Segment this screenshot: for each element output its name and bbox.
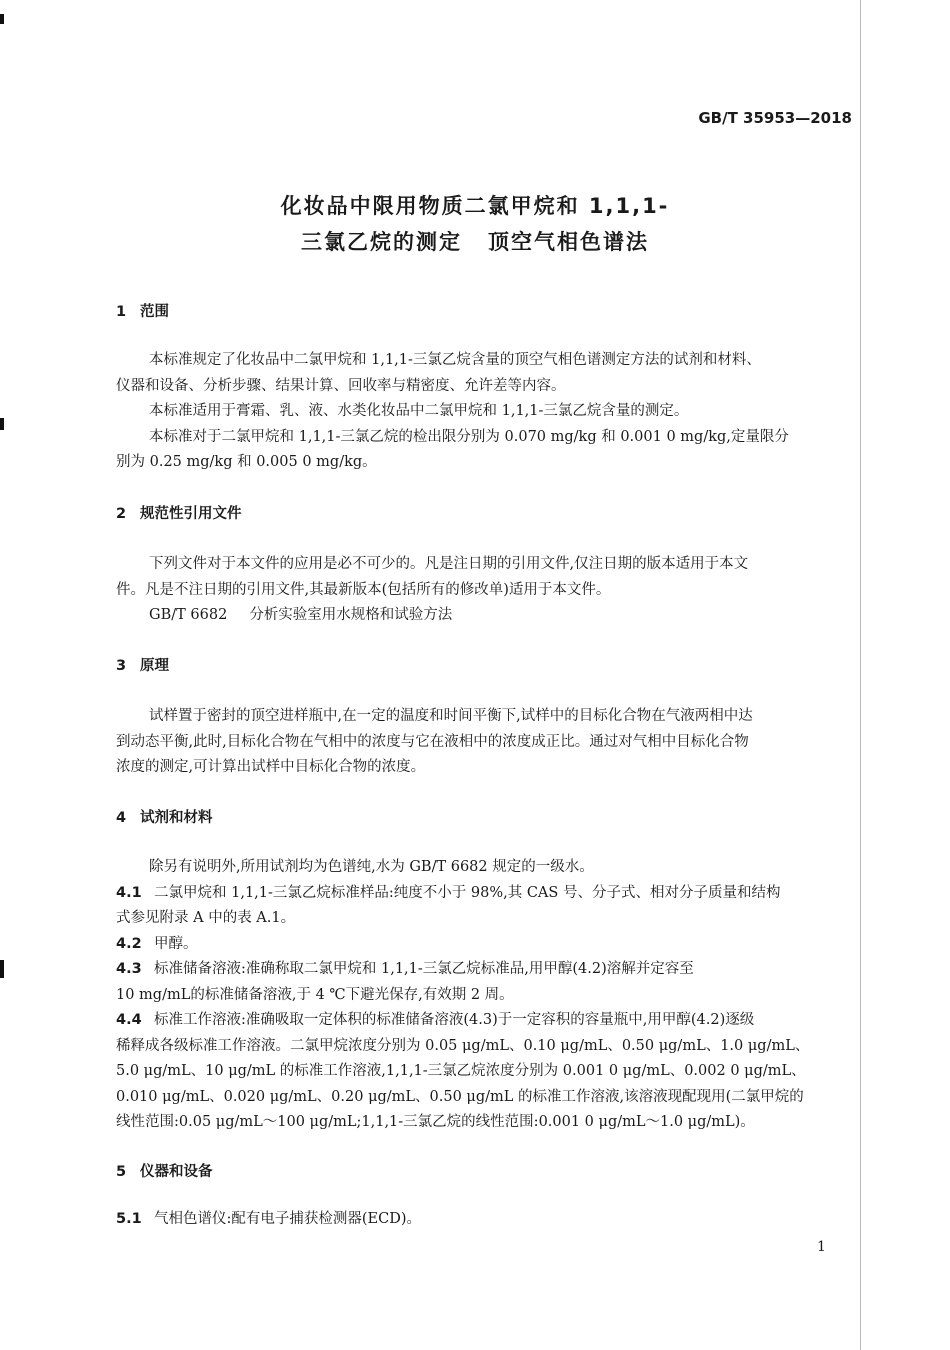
text-line: 仪器和设备、分析步骤、结果计算、回收率与精密度、允许差等内容。 <box>116 377 566 394</box>
reference-code: GB/T 6682 <box>149 607 228 623</box>
text-line: 标准储备溶液:准确称取二氯甲烷和 1,1,1-三氯乙烷标准品,用甲醇(4.2)溶解并定容至 <box>154 961 694 977</box>
section-number: 5 <box>116 1164 127 1180</box>
paragraph <box>116 348 849 476</box>
title-method: 顶空气相色谱法 <box>488 230 649 254</box>
normative-reference <box>116 603 849 629</box>
paragraph <box>116 552 849 629</box>
text-line: 5.0 μg/mL、10 μg/mL 的标准工作溶液,1,1,1-三氯乙烷浓度分别为 0.001 0 μg/mL、0.002 0 μg/mL、 <box>116 1063 806 1079</box>
page-number: 1 <box>817 1239 826 1255</box>
text-line: 别为 0.25 mg/kg 和 0.005 0 mg/kg。 <box>116 454 377 470</box>
clause-5-1 <box>116 1207 849 1233</box>
text-line: 件。凡是不注日期的引用文件,其最新版本(包括所有的修改单)适用于本文件。 <box>116 581 611 598</box>
section-number: 3 <box>116 658 127 674</box>
clause-number: 4.1 <box>116 884 142 901</box>
paragraph <box>116 855 849 1136</box>
section-title: 原理 <box>140 658 169 674</box>
document-title-line-1: 化妆品中限用物质二氯甲烷和 1,1,1- <box>280 194 670 218</box>
section-heading <box>116 300 169 321</box>
text-line: 本标准对于二氯甲烷和 1,1,1-三氯乙烷的检出限分别为 0.070 mg/kg 和 0.001 0 mg/kg,定量限分 <box>149 428 789 445</box>
text-line: 试样置于密封的顶空进样瓶中,在一定的温度和时间平衡下,试样中的目标化合物在气液两相中达 <box>149 708 753 724</box>
text-line: 10 mg/mL的标准储备溶液,于 4 ℃下避光保存,有效期 2 周。 <box>116 986 514 1003</box>
section-number: 4 <box>116 810 127 826</box>
section-title: 仪器和设备 <box>140 1164 213 1180</box>
text-line: 浓度的测定,可计算出试样中目标化合物的浓度。 <box>116 759 426 775</box>
section-heading <box>116 806 213 827</box>
clause-4-3 <box>116 957 849 983</box>
scan-edge-mark <box>0 960 4 978</box>
text-line: 到动态平衡,此时,目标化合物在气相中的浓度与它在液相中的浓度成正比。通过对气相中目标化合物 <box>116 733 749 750</box>
text-line: 本标准适用于膏霜、乳、液、水类化妆品中二氯甲烷和 1,1,1-三氯乙烷含量的测定。 <box>149 403 689 419</box>
section-title: 范围 <box>140 304 169 320</box>
text-line: 式参见附录 A 中的表 A.1。 <box>116 910 296 926</box>
text-line: 气相色谱仪:配有电子捕获检测器(ECD)。 <box>154 1211 422 1227</box>
scan-edge-mark <box>0 418 4 430</box>
clause-4-2 <box>116 932 849 958</box>
section-title: 试剂和材料 <box>140 810 213 826</box>
text-line: 除另有说明外,所用试剂均为色谱纯,水为 GB/T 6682 规定的一级水。 <box>149 859 594 875</box>
text-line: 甲醇。 <box>154 935 198 952</box>
text-line: 标准工作溶液:准确吸取一定体积的标准储备溶液(4.3)于一定容积的容量瓶中,用甲醇(4.2)逐级 <box>154 1012 755 1028</box>
text-line: 下列文件对于本文件的应用是必不可少的。凡是注日期的引用文件,仅注日期的版本适用于本文 <box>149 556 749 572</box>
standard-code: GB/T 35953—2018 <box>698 109 852 127</box>
clause-number: 4.3 <box>116 961 142 977</box>
reference-title: 分析实验室用水规格和试验方法 <box>249 607 453 623</box>
paragraph <box>116 704 849 781</box>
document-title-line-2 <box>0 226 950 256</box>
section-heading <box>116 502 242 523</box>
clause-number: 5.1 <box>116 1211 142 1227</box>
section-number: 2 <box>116 506 127 522</box>
text-line: 二氯甲烷和 1,1,1-三氯乙烷标准样品:纯度不小于 98%,其 CAS 号、分子式、相对分子质量和结构 <box>154 884 781 901</box>
clause-number: 4.2 <box>116 935 142 952</box>
text-line: 稀释成各级标准工作溶液。二氯甲烷浓度分别为 0.05 μg/mL、0.10 μg/mL、0.50 μg/mL、1.0 μg/mL、 <box>116 1037 810 1054</box>
clause-4-1 <box>116 881 849 907</box>
scan-edge-mark <box>0 14 4 24</box>
text-line: 0.010 μg/mL、0.020 μg/mL、0.20 μg/mL、0.50 μg/mL 的标准工作溶液,该溶液现配现用(二氯甲烷的 <box>116 1088 804 1105</box>
section-heading <box>116 654 169 675</box>
paragraph <box>116 1207 849 1233</box>
clause-number: 4.4 <box>116 1012 142 1028</box>
clause-4-4 <box>116 1008 849 1034</box>
title-subject: 三氯乙烷的测定 <box>301 230 462 254</box>
section-number: 1 <box>116 304 127 320</box>
section-heading <box>116 1160 213 1181</box>
text-line: 本标准规定了化妆品中二氯甲烷和 1,1,1-三氯乙烷含量的顶空气相色谱测定方法的试剂和材料、 <box>149 352 761 368</box>
section-title: 规范性引用文件 <box>140 506 242 522</box>
text-line: 线性范围:0.05 μg/mL～100 μg/mL;1,1,1-三氯乙烷的线性范围:0.001 0 μg/mL～1.0 μg/mL)。 <box>116 1114 755 1130</box>
